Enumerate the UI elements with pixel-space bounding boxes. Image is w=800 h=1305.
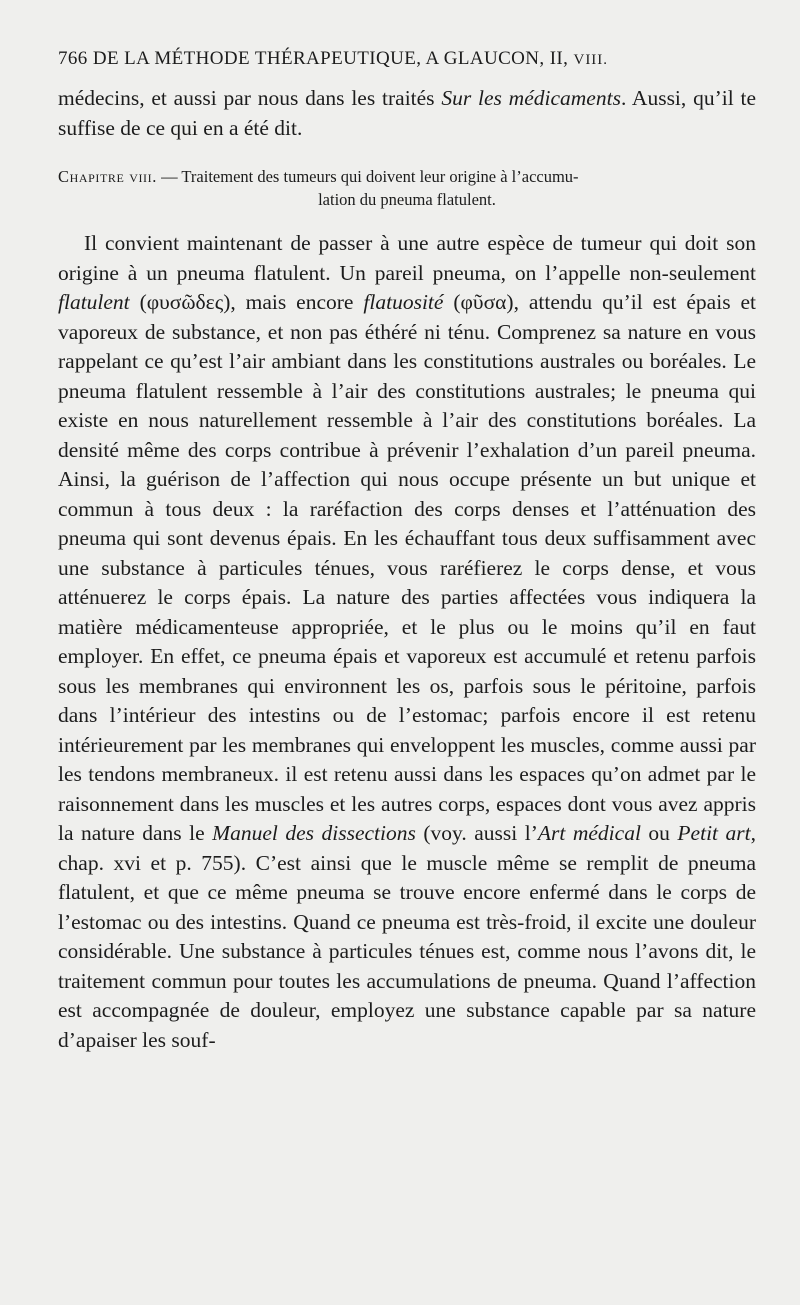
opening-paragraph <box>58 84 756 143</box>
opening-text-2: . Aussi, qu’il te suffise de ce qui en a été dit. <box>58 86 756 140</box>
page-number: 766 <box>58 48 88 69</box>
chapter-heading <box>58 165 756 211</box>
running-chapter-ref: VIII. <box>573 52 609 68</box>
body-italic-flatulent: flatulent <box>58 290 130 314</box>
body-text-6: , chap. xvi et p. 755). C’est ainsi que le muscle même se remplit de pneuma flatulent, et que ce même pneuma se trouve encore enfermé dans le corps de l’estomac ou des intestins. Quand ce pneuma est très-froid, il excite une douleur considérable. Une substance à particules ténues est, comme nous l’avons dit, le traitement commun pour toutes les accumulations de pneuma. Quand l’affection est accompagnée de douleur, employez une substance capable par sa nature d’apaiser les souf- <box>58 821 756 1052</box>
body-text-2: (φυσῶδες), mais encore <box>129 290 364 314</box>
running-title: DE LA MÉTHODE THÉRAPEUTIQUE, A GLAUCON, II, <box>92 48 569 69</box>
body-text-4: (voy. aussi l’ <box>415 821 538 845</box>
opening-italic-title: Sur les médicaments <box>441 86 621 110</box>
body-text-3: (φῦσα), attendu qu’il est épais et vaporeux de substance, et non pas éthéré ni ténu. Comprenez sa nature en vous rappelant ce qu’est l’air ambiant dans les constitutions australes ou boréales. Le pneuma flatulent ressemble à l’air des constitutions australes; le pneuma qui existe en nous naturellement ressemble à l’air des constitutions boréales. La densité même des corps contribue à prévenir l’exhalation d’un pareil pneuma. Ainsi, la guérison de l’affection qui nous occupe présente un but unique et commun à tous deux : la raréfaction des corps denses et l’atténuation des pneuma qui sont devenus épais. En les échauffant tous deux suffisamment avec une substance à particules ténues, vous raréfierez le corps dense, et vous atténuerez le corps épais. La nature des parties affectées vous indiquera la matière médicamenteuse appropriée, et le plus ou le moins qu’il en faut employer. En effet, ce pneuma épais et vaporeux est accumulé et retenu parfois sous les membranes qui environnent les os, parfois sous le péritoine, parfois dans l’intérieur des intestins ou de l’estomac; parfois encore il est retenu intérieurement par les membranes qui enveloppent les muscles, comme aussi par les tendons membraneux. il est retenu aussi dans les espaces qu’on admet par le raisonnement dans les muscles et les autres corps, espaces dont vous avez appris la nature dans le <box>58 290 756 845</box>
running-head <box>58 48 756 70</box>
body-italic-flatuosite: flatuosité <box>363 290 444 314</box>
body-italic-petit-art: Petit art <box>677 821 751 845</box>
chapter-title-line-1: — Traitement des tumeurs qui doivent leur origine à l’accumu- <box>156 167 579 186</box>
chapter-label: Chapitre viii. <box>58 167 157 186</box>
body-italic-manuel: Manuel des dissections <box>212 821 416 845</box>
opening-text-1: médecins, et aussi par nous dans les traités <box>58 86 442 110</box>
body-italic-art-medical: Art médical <box>537 821 641 845</box>
chapter-title-line-2: lation du pneuma flatulent. <box>318 190 496 209</box>
body-text-5: ou <box>640 821 678 845</box>
body-text-1: Il convient maintenant de passer à une autre espèce de tumeur qui doit son origine à un pneuma flatulent. Un pareil pneuma, on l’appelle non-seulement <box>58 231 756 285</box>
body-paragraph <box>58 229 756 1055</box>
